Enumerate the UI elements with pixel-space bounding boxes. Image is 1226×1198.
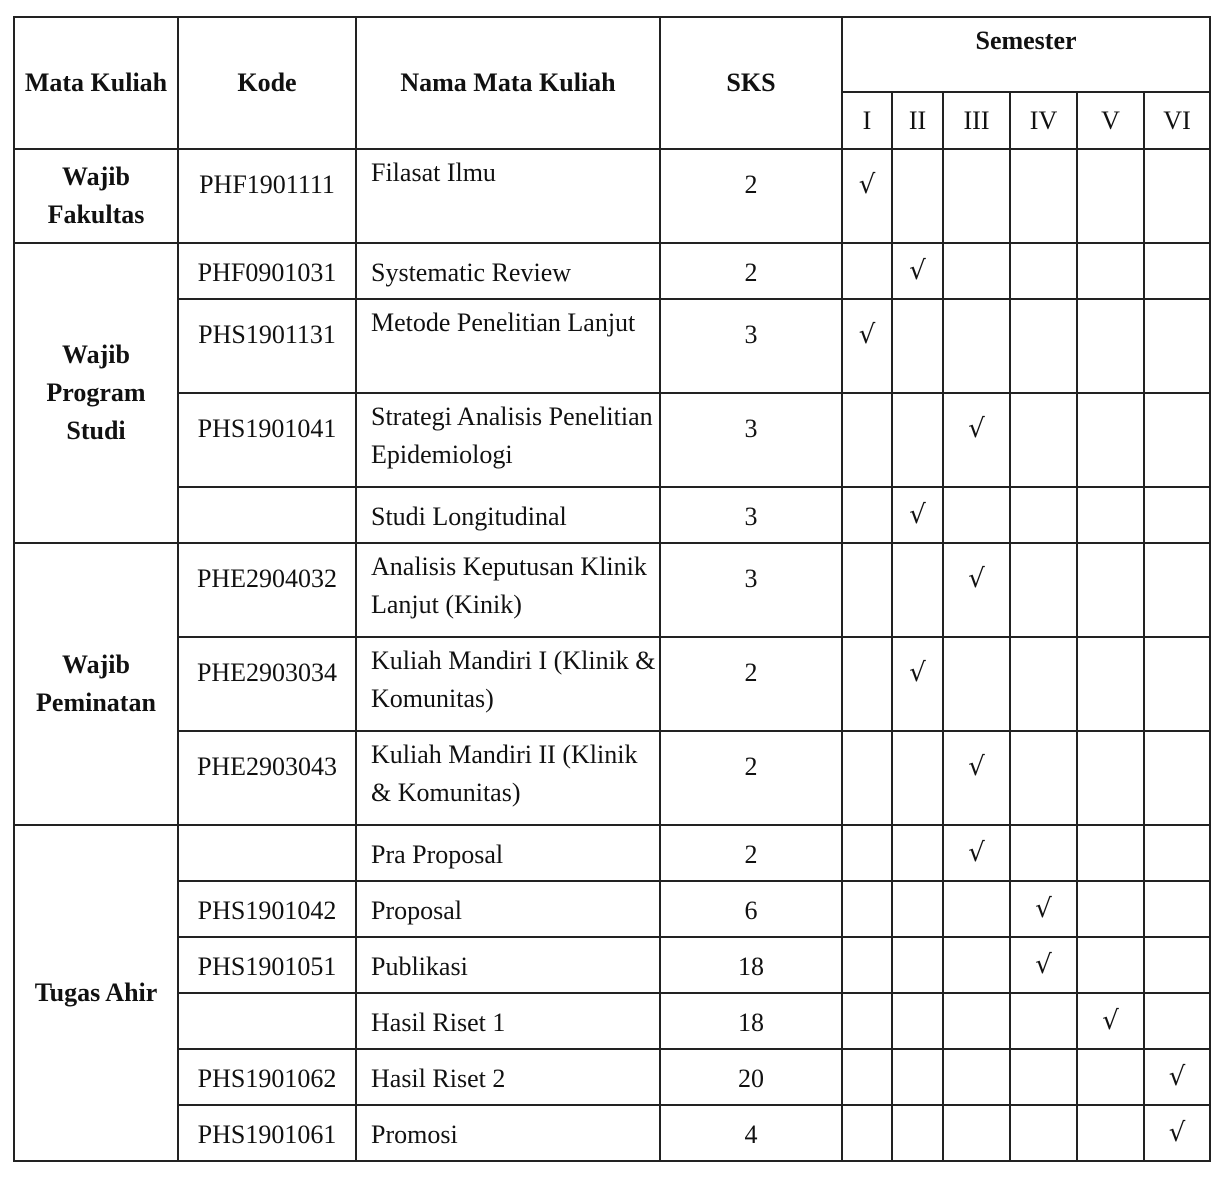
semester-cell: [1010, 1049, 1077, 1105]
semester-cell: [943, 243, 1010, 299]
checkmark-icon: √: [943, 825, 1010, 881]
semester-cell: [842, 1105, 892, 1161]
semester-cell: [842, 243, 892, 299]
semester-cell: [1010, 637, 1077, 731]
semester-cell: [1010, 299, 1077, 393]
header-kode: Kode: [178, 17, 356, 149]
semester-cell: [1010, 149, 1077, 243]
table-row: [14, 937, 1210, 993]
semester-cell: [892, 993, 943, 1049]
semester-cell: [943, 881, 1010, 937]
table-row: [14, 637, 1210, 731]
checkmark-icon: √: [943, 543, 1010, 637]
checkmark-icon: √: [943, 731, 1010, 825]
semester-cell: [1010, 243, 1077, 299]
course-code: PHF1901111: [178, 149, 356, 243]
semester-cell: [943, 637, 1010, 731]
course-sks: 2: [660, 243, 842, 299]
semester-cell: [943, 993, 1010, 1049]
semester-cell: [1144, 543, 1210, 637]
header-semester-1: I: [842, 92, 892, 149]
checkmark-icon: √: [892, 487, 943, 543]
semester-cell: [1144, 149, 1210, 243]
course-name: Hasil Riset 2: [356, 1049, 660, 1105]
header-semester-3: III: [943, 92, 1010, 149]
semester-cell: [842, 393, 892, 487]
table-row: [14, 1049, 1210, 1105]
group-label: Wajib Peminatan: [14, 543, 178, 825]
course-name: Studi Longitudinal: [356, 487, 660, 543]
semester-cell: [1077, 243, 1144, 299]
course-code: PHS1901051: [178, 937, 356, 993]
semester-cell: [1077, 149, 1144, 243]
semester-cell: [892, 299, 943, 393]
semester-cell: [1010, 731, 1077, 825]
semester-cell: [1077, 487, 1144, 543]
course-name: Publikasi: [356, 937, 660, 993]
course-sks: 18: [660, 937, 842, 993]
course-sks: 20: [660, 1049, 842, 1105]
course-code: [178, 487, 356, 543]
table-row: [14, 543, 1210, 637]
semester-cell: [1077, 299, 1144, 393]
semester-cell: [842, 543, 892, 637]
checkmark-icon: √: [892, 637, 943, 731]
semester-cell: [892, 731, 943, 825]
course-sks: 3: [660, 299, 842, 393]
semester-cell: [892, 393, 943, 487]
course-code: [178, 993, 356, 1049]
header-nama: Nama Mata Kuliah: [356, 17, 660, 149]
course-code: PHE2904032: [178, 543, 356, 637]
course-code: PHS1901061: [178, 1105, 356, 1161]
course-code: PHE2903034: [178, 637, 356, 731]
checkmark-icon: √: [1010, 937, 1077, 993]
checkmark-icon: √: [842, 299, 892, 393]
semester-cell: [943, 1105, 1010, 1161]
course-name: Kuliah Mandiri II (Klinik & Komunitas): [356, 731, 660, 825]
semester-cell: [1144, 993, 1210, 1049]
group-label: Tugas Ahir: [14, 825, 178, 1161]
semester-cell: [842, 825, 892, 881]
course-name: Metode Penelitian Lanjut: [356, 299, 660, 393]
course-sks: 4: [660, 1105, 842, 1161]
course-code: PHS1901062: [178, 1049, 356, 1105]
semester-cell: [842, 937, 892, 993]
header-semester-6: VI: [1144, 92, 1210, 149]
course-code: PHE2903043: [178, 731, 356, 825]
table-row: [14, 731, 1210, 825]
semester-cell: [1010, 993, 1077, 1049]
course-sks: 2: [660, 825, 842, 881]
course-name: Proposal: [356, 881, 660, 937]
semester-cell: [943, 299, 1010, 393]
course-sks: 18: [660, 993, 842, 1049]
table-row: [14, 881, 1210, 937]
course-name: Analisis Keputusan Klinik Lanjut (Kinik): [356, 543, 660, 637]
semester-cell: [892, 881, 943, 937]
semester-cell: [1144, 487, 1210, 543]
course-sks: 6: [660, 881, 842, 937]
group-label: Wajib Fakultas: [14, 149, 178, 243]
semester-cell: [1077, 393, 1144, 487]
course-code: PHS1901042: [178, 881, 356, 937]
table-row: [14, 487, 1210, 543]
checkmark-icon: √: [892, 243, 943, 299]
header-sks: SKS: [660, 17, 842, 149]
table-row: [14, 393, 1210, 487]
semester-cell: [1077, 937, 1144, 993]
semester-cell: [1010, 1105, 1077, 1161]
course-name: Promosi: [356, 1105, 660, 1161]
table-row: [14, 299, 1210, 393]
semester-cell: [1010, 543, 1077, 637]
semester-cell: [842, 1049, 892, 1105]
checkmark-icon: √: [943, 393, 1010, 487]
checkmark-icon: √: [1010, 881, 1077, 937]
semester-cell: [842, 487, 892, 543]
semester-cell: [842, 637, 892, 731]
checkmark-icon: √: [842, 149, 892, 243]
course-code: [178, 825, 356, 881]
course-sks: 3: [660, 543, 842, 637]
semester-cell: [1077, 731, 1144, 825]
checkmark-icon: √: [1077, 993, 1144, 1049]
semester-cell: [842, 993, 892, 1049]
course-sks: 3: [660, 487, 842, 543]
header-semester-4: IV: [1010, 92, 1077, 149]
semester-cell: [892, 1049, 943, 1105]
group-label: Wajib Program Studi: [14, 243, 178, 543]
checkmark-icon: √: [1144, 1105, 1210, 1161]
table-row: [14, 243, 1210, 299]
course-name: Filasat Ilmu: [356, 149, 660, 243]
semester-cell: [1010, 487, 1077, 543]
table-row: [14, 825, 1210, 881]
course-code: PHS1901041: [178, 393, 356, 487]
semester-cell: [1077, 1049, 1144, 1105]
table-row: [14, 149, 1210, 243]
course-sks: 2: [660, 149, 842, 243]
semester-cell: [842, 881, 892, 937]
semester-cell: [943, 149, 1010, 243]
semester-cell: [1010, 825, 1077, 881]
semester-cell: [1077, 1105, 1144, 1161]
course-name: Hasil Riset 1: [356, 993, 660, 1049]
course-sks: 3: [660, 393, 842, 487]
table-row: [14, 993, 1210, 1049]
semester-cell: [1144, 393, 1210, 487]
semester-cell: [892, 1105, 943, 1161]
course-sks: 2: [660, 637, 842, 731]
semester-cell: [842, 731, 892, 825]
table-body: [14, 149, 1210, 1161]
semester-cell: [1077, 881, 1144, 937]
course-name: Systematic Review: [356, 243, 660, 299]
course-name: Kuliah Mandiri I (Klinik & Komunitas): [356, 637, 660, 731]
curriculum-table: [13, 16, 1211, 1162]
header-mata-kuliah: Mata Kuliah: [14, 17, 178, 149]
semester-cell: [1010, 393, 1077, 487]
table-header: [14, 17, 1210, 149]
semester-cell: [1077, 637, 1144, 731]
semester-cell: [1144, 243, 1210, 299]
table-row: [14, 1105, 1210, 1161]
header-semester: Semester: [842, 17, 1210, 92]
course-code: PHS1901131: [178, 299, 356, 393]
semester-cell: [892, 543, 943, 637]
semester-cell: [1077, 543, 1144, 637]
semester-cell: [943, 487, 1010, 543]
semester-cell: [1144, 881, 1210, 937]
semester-cell: [1144, 825, 1210, 881]
course-name: Strategi Analisis Penelitian Epidemiologi: [356, 393, 660, 487]
checkmark-icon: √: [1144, 1049, 1210, 1105]
semester-cell: [1144, 731, 1210, 825]
semester-cell: [943, 1049, 1010, 1105]
header-semester-2: II: [892, 92, 943, 149]
semester-cell: [892, 825, 943, 881]
course-name: Pra Proposal: [356, 825, 660, 881]
course-code: PHF0901031: [178, 243, 356, 299]
semester-cell: [892, 937, 943, 993]
semester-cell: [1144, 637, 1210, 731]
course-sks: 2: [660, 731, 842, 825]
semester-cell: [892, 149, 943, 243]
header-semester-5: V: [1077, 92, 1144, 149]
semester-cell: [1077, 825, 1144, 881]
semester-cell: [1144, 937, 1210, 993]
semester-cell: [943, 937, 1010, 993]
semester-cell: [1144, 299, 1210, 393]
